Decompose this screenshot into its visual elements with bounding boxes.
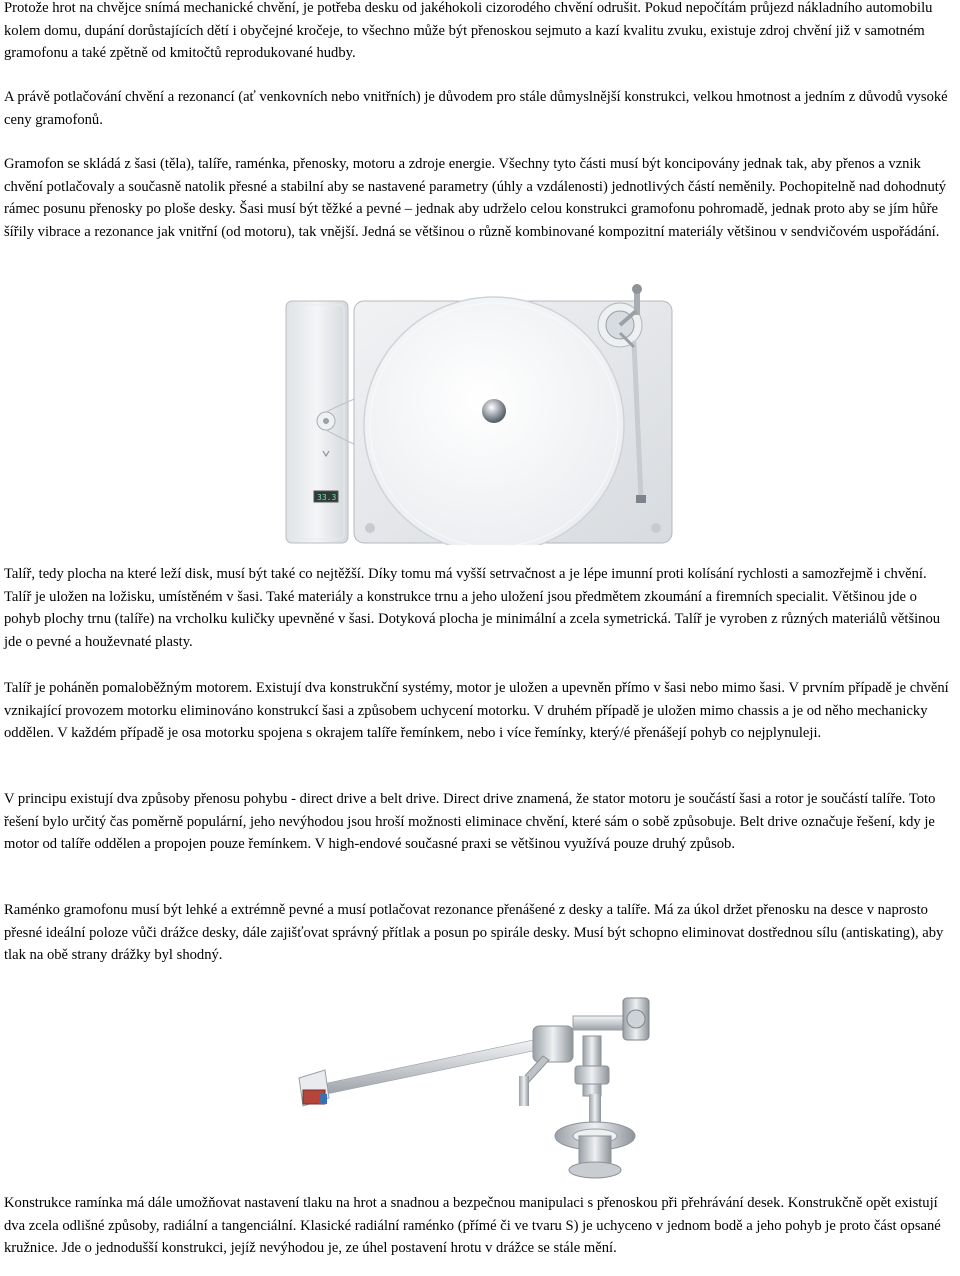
paragraph-drive-types: V principu existují dva způsoby přenosu pohybu - direct drive a belt drive. Direct drive znamená, že stator motoru je součástí šasi a rotor je součástí talíře. Toto řešení bylo určitý čas poměrně populární, jeho nevýhodou jsou hroší možnosti eliminace chvění, které sám o sobě způsobuje. Belt drive označuje řešení, kdy je motor od talíře oddělen a propojen pouze řemínkem. V high-endové současné praxi se většinou využívá pouze druhý způsob. [4,791,936,853]
paragraph-resonance: A právě potlačování chvění a rezonancí (ať venkovních nebo vnitřních) je důvodem pro stále důmyslnější konstrukci, velkou hmotnost a jedním z důvodů vysoké ceny gramofonů. [4,89,948,128]
paragraph-chassis: Gramofon se skládá z šasi (těla), talíře, raménka, přenosky, motoru a zdroje energie. Všechny tyto části musí být koncipovány jednak tak, aby přenos a vznik chvění potlačovaly a současně natolik přesné a stabilní aby se nastavené parametry (úhly a vzdálenosti) jednotlivých částí neměnily. Pochopitelně nad dohodnutý rámec posunu přenosky po ploše desky. Šasi musí být těžké a pevné – jednak aby udrželo celou konstrukci gramofonu pohromadě, jednak proto aby se jím hůře šířily vibrace a rezonance jak vnitřní (od motoru), tak vnější. Jedná se většinou o různě kombinované kompozitní materiály většinou v sendvičovém uspořádání. [4,156,947,240]
tonearm-photo [293,986,677,1182]
paragraph-tonearm: Raménko gramofonu musí být lehké a extrémně pevné a musí potlačovat rezonance přenášené z desky a talíře. Má za úkol držet přenosku na desce v naprosto přesné ideální poloze vůči drážce desky, dále zajišťovat správný přítlak a posun po spirále desky. Musí být schopno eliminovat dostřednou sílu (antiskating), aby tlak na obě strany drážky byl shodný. [4,902,944,964]
svg-text:33.3: 33.3 [317,493,337,502]
paragraph-tonearm-construction: Konstrukce ramínka má dále umožňovat nastavení tlaku na hrot a snadnou a bezpečnou manipulaci s přenoskou při přehrávání desek. Konstrukčně opět existují dva zcela odlišné způsoby, radiální a tangenciální. Klasické radiální raménko (přímé či ve tvaru S) je uchyceno v jednom bodě a jeho pohyb je proto část opsané kružnice. Jde o jednodušší konstrukci, jejíž nevýhodou je, ze úhel postavení hrotu v drážce se stále mění. [4,1195,941,1257]
paragraph-vibration-intro: Protože hrot na chvějce snímá mechanické chvění, je potřeba desku od jakéhokoli cizorodého chvění odrušit. Pokud nepočítám průjezd nákladního automobilu kolem domu, dupání dorůstajících dětí i obyčejné kročeje, to všechno může být přenoskou sejmuto a kazí kvalitu zvuku, existuje zdroj chvění již v samotném gramofonu a také zpětně od kmitočtů reprodukované hudby. [4,0,933,62]
paragraph-platter: Talíř, tedy plocha na které leží disk, musí být také co nejtěžší. Díky tomu má vyšší setrvačnost a je lépe imunní proti kolísání rychlosti a samozřejmě i chvění. Talíř je uložen na ložisku, umístěném v šasi. Také materiály a konstrukce trnu a jeho uložení jsou předmětem zkoumání a firemních specialit. Většinou jde o pohyb plochy trnu (talíře) na vrcholku kuličky upevněné v šasi. Dotyková plocha je minimální a zcela symetrická. Talíř je vyroben z různých materiálů většinou jde o pevné a houževnaté plasty. [4,566,941,650]
paragraph-motor: Talíř je poháněn pomaloběžným motorem. Existují dva konstrukční systémy, motor je uložen a upevněn přímo v šasi nebo mimo šasi. V prvním případě je chvění vznikající provozem motorku eliminováno konstrukcí šasi a způsobem uchycení motorku. V druhém případě je uložen mimo chassis a je od něho mechanicky oddělen. V každém případě je osa motorku spojena s okrajem talíře řemínkem, nebo i více řemínky, který/é přenášejí pohyb co nejplynuleji. [4,680,949,742]
turntable-photo [284,283,676,545]
